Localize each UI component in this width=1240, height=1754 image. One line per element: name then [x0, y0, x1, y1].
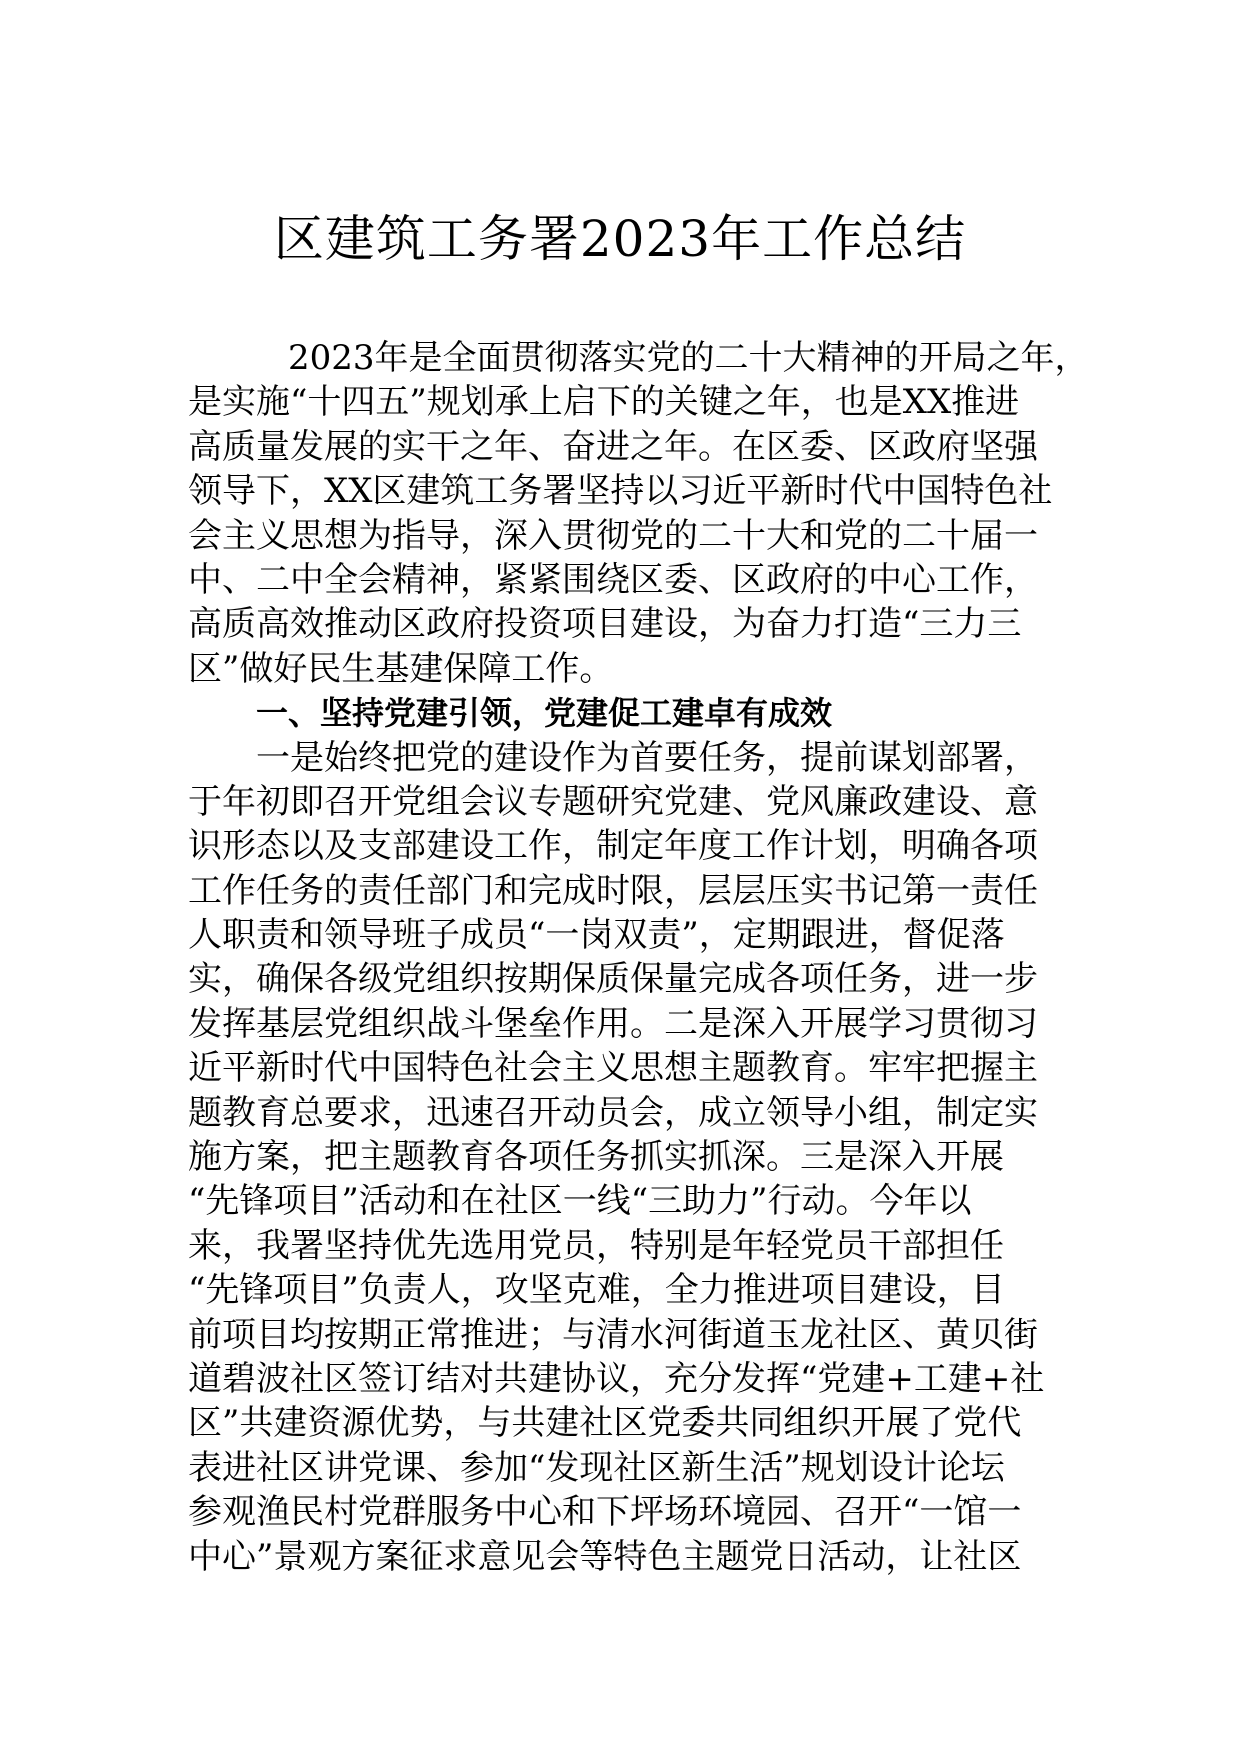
text-line: 高质高效推动区政府投资项目建设，为奋力打造“三力三: [188, 604, 1022, 645]
document-title: 区建筑工务署2023年工作总结: [273, 210, 967, 268]
text-line: 中、二中全会精神，紧紧围绕区委、区政府的中心工作，: [188, 559, 1038, 600]
text-line: 会主义思想为指导，深入贯彻党的二十大和党的二十届一: [188, 515, 1038, 556]
document-body: [188, 336, 1089, 1579]
text-line: 一是始终把党的建设作为首要任务，提前谋划部署，: [256, 737, 1038, 778]
text-line: “先锋项目”活动和在社区一线“三助力”行动。今年以: [188, 1181, 972, 1222]
text-line: 领导下，XX区建筑工务署坚持以习近平新时代中国特色社: [188, 471, 1053, 512]
text-line: 参观渔民村党群服务中心和下坪场环境园、召开“一馆一: [188, 1492, 1022, 1533]
text-line: 区”做好民生基建保障工作。: [188, 648, 614, 689]
text-line: 发挥基层党组织战斗堡垒作用。二是深入开展学习贯彻习: [188, 1003, 1038, 1044]
text-line: 是实施“十四五”规划承上启下的关键之年，也是XX推进: [188, 382, 1020, 423]
text-line: “先锋项目”负责人，攻坚克难，全力推进项目建设，目: [188, 1270, 1005, 1311]
text-line: 近平新时代中国特色社会主义思想主题教育。牢牢把握主: [188, 1048, 1038, 1089]
text-line: 识形态以及支部建设工作，制定年度工作计划，明确各项: [188, 826, 1038, 867]
text-line: 中心”景观方案征求意见会等特色主题党日活动，让社区: [188, 1536, 1022, 1577]
text-line: 区”共建资源优势，与共建社区党委共同组织开展了党代: [188, 1403, 1022, 1444]
text-line: 高质量发展的实干之年、奋进之年。在区委、区政府坚强: [188, 426, 1038, 467]
paragraph-party-building: [188, 736, 1054, 1579]
section-heading: 一、坚持党建引领，党建促工建卓有成效: [256, 694, 833, 733]
text-line: 工作任务的责任部门和完成时限，层层压实书记第一责任: [188, 870, 1038, 911]
text-line: 实，确保各级党组织按期保质保量完成各项任务，进一步: [188, 959, 1038, 1000]
text-line: 道碧波社区签订结对共建协议，充分发挥“党建+工建+社: [188, 1358, 1045, 1399]
section-heading-1: [188, 691, 1054, 735]
text-line: 表进社区讲党课、参加“发现社区新生活”规划设计论坛: [188, 1447, 1005, 1488]
text-line: 2023年是全面贯彻落实党的二十大精神的开局之年，: [288, 338, 1089, 378]
text-line: 来，我署坚持优先选用党员，特别是年轻党员干部担任: [188, 1225, 1004, 1266]
paragraph-intro: [188, 336, 1089, 691]
text-line: 人职责和领导班子成员“一岗双责”，定期跟进，督促落: [188, 915, 1005, 956]
text-line: 于年初即召开党组会议专题研究党建、党风廉政建设、意: [188, 781, 1038, 822]
text-line: 施方案，把主题教育各项任务抓实抓深。三是深入开展: [188, 1137, 1004, 1178]
text-line: 题教育总要求，迅速召开动员会，成立领导小组，制定实: [188, 1092, 1038, 1133]
text-line: 前项目均按期正常推进；与清水河街道玉龙社区、黄贝街: [188, 1314, 1038, 1355]
